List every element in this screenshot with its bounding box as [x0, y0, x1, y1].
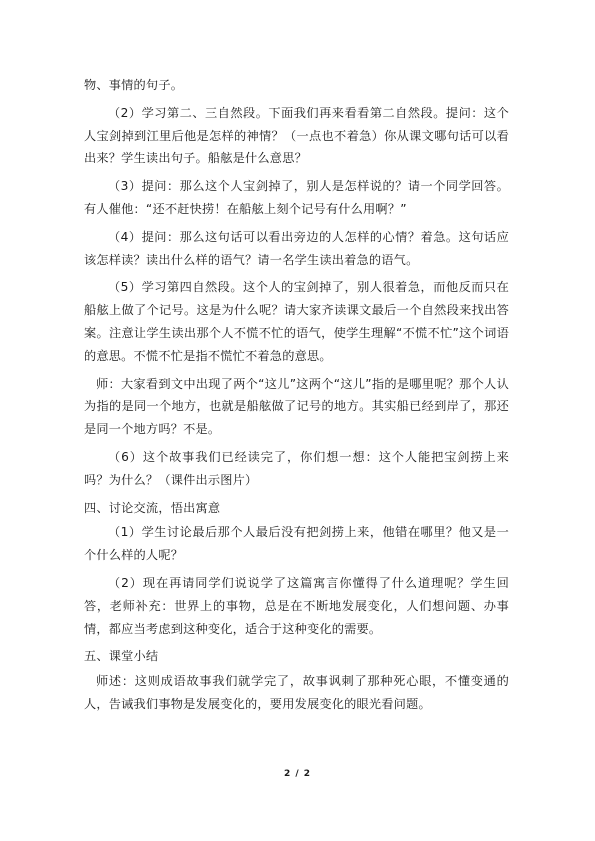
paragraph-intro-fragment: 物、事情的句子。 — [84, 78, 184, 92]
paragraph-discussion-2: （2）现在再请同学们说说学了这篇寓言你懂得了什么道理呢？学生回答，老师补充：世界上的事物，总是在不断地发展变化，人们想问题、办事情，都应当考虑到这种变化，适合于这种变化的需要。 — [84, 575, 509, 636]
paragraph-step-4: （4）提问：那么这句话可以看出旁边的人怎样的心情？着急。这句话应该怎样读？读出什么样的语气？请一名学生读出着急的语气。 — [84, 229, 509, 267]
page-content — [84, 74, 509, 721]
section-heading-summary: 五、课堂小结 — [84, 649, 159, 664]
section-heading-discussion: 四、讨论交流，悟出寓意 — [84, 500, 221, 515]
page-number: 2 / 2 — [283, 769, 312, 779]
paragraph-step-5: （5）学习第四自然段。这个人的宝剑掉了，别人很着急，而他反而只在船舷上做了个记号。这是为什么呢？请大家齐读课文最后一个自然段来找出答案。注意让学生读出那个人不慌不忙的语气，使学生理解“不慌不忙”这个词语的意思。不慌不忙是指不慌忙不着急的意思。 — [84, 280, 509, 363]
paragraph-step-6: （6）这个故事我们已经读完了，你们想一想：这个人能把宝剑捞上来吗？为什么？（课件出示图片） — [84, 449, 509, 487]
paragraph-teacher-remark: 师：大家看到文中出现了两个“这儿”这两个“这儿”指的是哪里呢？那个人认为指的是同一个地方，也就是船舷做了记号的地方。其实船已经到岸了，那还是同一个地方吗？不是。 — [84, 376, 509, 437]
paragraph-step-3: （3）提问：那么这个人宝剑掉了，别人是怎样说的？请一个同学回答。有人催他：“还不赶快捞！在船舷上刻个记号有什么用啊？” — [84, 179, 509, 216]
paragraph-step-2: （2）学习第二、三自然段。下面我们再来看看第二自然段。提问：这个人宝剑掉到江里后他是怎样的神情？（一点也不着急）你从课文哪句话可以看出来？学生读出句子。船舷是什么意思？ — [84, 105, 509, 166]
paragraph-summary: 师述：这则成语故事我们就学完了，故事讽刺了那种死心眼，不懂变通的人，告诫我们事物是发展变化的，要用发展变化的眼光看问题。 — [84, 674, 509, 711]
paragraph-discussion-1: （1）学生讨论最后那个人最后没有把剑捞上来，他错在哪里？他又是一个什么样的人呢？ — [84, 525, 509, 563]
